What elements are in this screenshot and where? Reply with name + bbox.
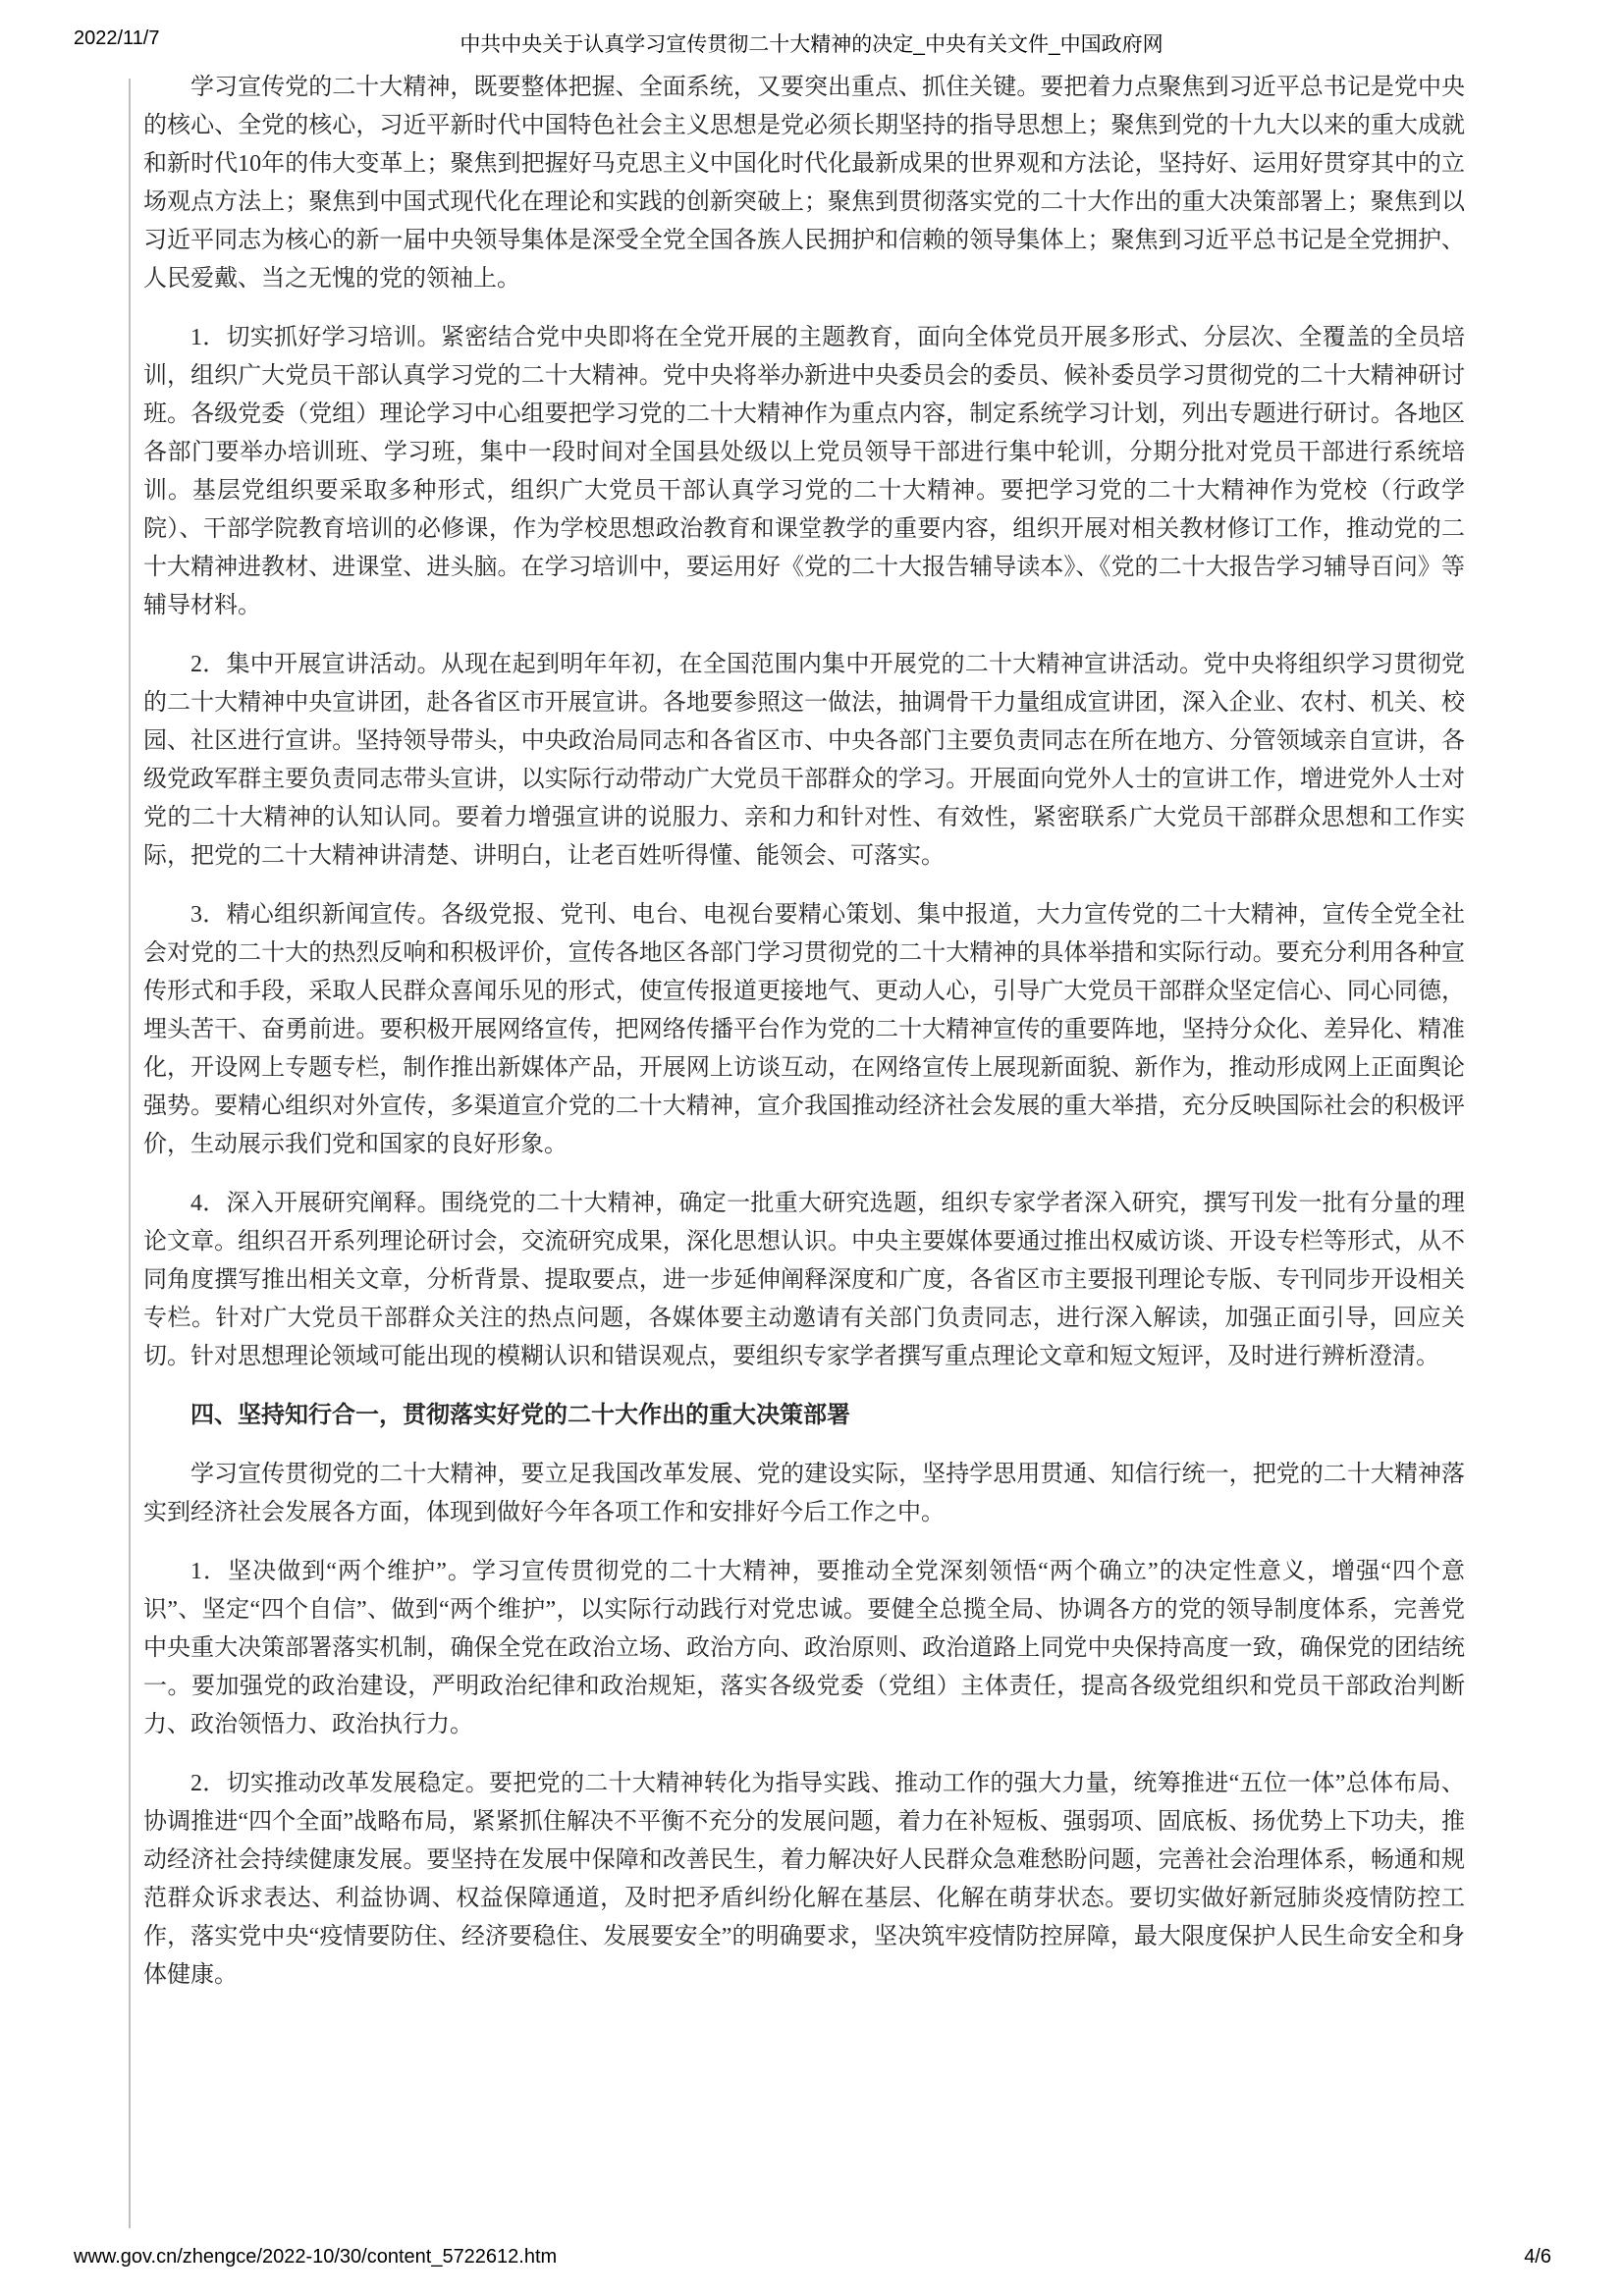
paragraph: 2．集中开展宣讲活动。从现在起到明年年初，在全国范围内集中开展党的二十大精神宣讲活动。党中央将组织学习贯彻党的二十大精神中央宣讲团，赴各省区市开展宣讲。各地要参照这一做法，抽调骨干力量组成宣讲团，深入企业、农村、机关、校园、社区进行宣讲。坚持领导带头，中央政治局同志和各省区市、中央各部门主要负责同志在所在地方、分管领域亲自宣讲，各级党政军群主要负责同志带头宣讲，以实际行动带动广大党员干部群众的学习。开展面向党外人士的宣讲工作，增进党外人士对党的二十大精神的认知认同。要着力增强宣讲的说服力、亲和力和针对性、有效性，紧密联系广大党员干部群众思想和工作实际，把党的二十大精神讲清楚、讲明白，让老百姓听得懂、能领会、可落实。 <box>143 652 1465 869</box>
print-footer <box>74 2246 1551 2269</box>
print-url: www.gov.cn/zhengce/2022-10/30/content_5722612.htm <box>74 2246 558 2268</box>
print-date: 2022/11/7 <box>74 27 160 49</box>
document-body <box>143 69 1465 1995</box>
content-left-border <box>129 79 131 2228</box>
paragraph: 学习宣传党的二十大精神，既要整体把握、全面系统，又要突出重点、抓住关键。要把着力点聚焦到习近平总书记是党中央的核心、全党的核心，习近平新时代中国特色社会主义思想是党必须长期坚持的指导思想上；聚焦到党的十九大以来的重大成就和新时代10年的伟大变革上；聚焦到把握好马克思主义中国化时代化最新成果的世界观和方法论，坚持好、运用好贯穿其中的立场观点方法上；聚焦到中国式现代化在理论和实践的创新突破上；聚焦到贯彻落实党的二十大作出的重大决策部署上；聚焦到以习近平同志为核心的新一届中央领导集体是深受全党全国各族人民拥护和信赖的领导集体上；聚焦到习近平总书记是全党拥护、人民爱戴、当之无愧的党的领袖上。 <box>143 75 1465 292</box>
paragraph: 1．切实抓好学习培训。紧密结合党中央即将在全党开展的主题教育，面向全体党员开展多形式、分层次、全覆盖的全员培训，组织广大党员干部认真学习党的二十大精神。党中央将举办新进中央委员会的委员、候补委员学习贯彻党的二十大精神研讨班。各级党委（党组）理论学习中心组要把学习党的二十大精神作为重点内容，制定系统学习计划，列出专题进行研讨。各地区各部门要举办培训班、学习班，集中一段时间对全国县处级以上党员领导干部进行集中轮训，分期分批对党员干部进行系统培训。基层党组织要采取多种形式，组织广大党员干部认真学习党的二十大精神。要把学习党的二十大精神作为党校（行政学院）、干部学院教育培训的必修课，作为学校思想政治教育和课堂教学的重要内容，组织开展对相关教材修订工作，推动党的二十大精神进教材、进课堂、进头脑。在学习培训中，要运用好《党的二十大报告辅导读本》、《党的二十大报告学习辅导百问》等辅导材料。 <box>143 325 1465 618</box>
paragraph: 学习宣传贯彻党的二十大精神，要立足我国改革发展、党的建设实际，坚持学思用贯通、知信行统一，把党的二十大精神落实到经济社会发展各方面，体现到做好今年各项工作和安排好今后工作之中。 <box>143 1462 1465 1525</box>
print-header <box>0 27 1623 57</box>
page-indicator: 4/6 <box>1524 2246 1551 2268</box>
section-heading: 四、坚持知行合一，贯彻落实好党的二十大作出的重大决策部署 <box>190 1403 850 1428</box>
paragraph: 4．深入开展研究阐释。围绕党的二十大精神，确定一批重大研究选题，组织专家学者深入研究，撰写刊发一批有分量的理论文章。组织召开系列理论研讨会，交流研究成果，深化思想认识。中央主要媒体要通过推出权威访谈、开设专栏等形式，从不同角度撰写推出相关文章，分析背景、提取要点，进一步延伸阐释深度和广度，各省区市主要报刊理论专版、专刊同步开设相关专栏。针对广大党员干部群众关注的热点问题，各媒体要主动邀请有关部门负责同志，进行深入解读，加强正面引导，回应关切。针对思想理论领域可能出现的模糊认识和错误观点，要组织专家学者撰写重点理论文章和短文短评，及时进行辨析澄清。 <box>143 1191 1465 1369</box>
paragraph: 1．坚决做到“两个维护”。学习宣传贯彻党的二十大精神，要推动全党深刻领悟“两个确立”的决定性意义，增强“四个意识”、坚定“四个自信”、做到“两个维护”，以实际行动践行对党忠诚。要健全总揽全局、协调各方的党的领导制度体系，完善党中央重大决策部署落实机制，确保全党在政治立场、政治方向、政治原则、政治道路上同党中央保持高度一致，确保党的团结统一。要加强党的政治建设，严明政治纪律和政治规矩，落实各级党委（党组）主体责任，提高各级党组织和党员干部政治判断力、政治领悟力、政治执行力。 <box>143 1559 1465 1737</box>
print-title: 中共中央关于认真学习宣传贯彻二十大精神的决定_中央有关文件_中国政府网 <box>460 33 1163 56</box>
paragraph: 3．精心组织新闻宣传。各级党报、党刊、电台、电视台要精心策划、集中报道，大力宣传党的二十大精神，宣传全党全社会对党的二十大的热烈反响和积极评价，宣传各地区各部门学习贯彻党的二十大精神的具体举措和实际行动。要充分利用各种宣传形式和手段，采取人民群众喜闻乐见的形式，使宣传报道更接地气、更动人心，引导广大党员干部群众坚定信心、同心同德，埋头苦干、奋勇前进。要积极开展网络宣传，把网络传播平台作为党的二十大精神宣传的重要阵地，坚持分众化、差异化、精准化，开设网上专题专栏，制作推出新媒体产品，开展网上访谈互动，在网络宣传上展现新面貌、新作为，推动形成网上正面舆论强势。要精心组织对外宣传，多渠道宣介党的二十大精神，宣介我国推动经济社会发展的重大举措，充分反映国际社会的积极评价，生动展示我们党和国家的良好形象。 <box>143 902 1465 1157</box>
paragraph: 2．切实推动改革发展稳定。要把党的二十大精神转化为指导实践、推动工作的强大力量，统筹推进“五位一体”总体布局、协调推进“四个全面”战略布局，紧紧抓住解决不平衡不充分的发展问题，着力在补短板、强弱项、固底板、扬优势上下功夫，推动经济社会持续健康发展。要坚持在发展中保障和改善民生，着力解决好人民群众急难愁盼问题，完善社会治理体系，畅通和规范群众诉求表达、利益协调、权益保障通道，及时把矛盾纠纷化解在基层、化解在萌芽状态。要切实做好新冠肺炎疫情防控工作，落实党中央“疫情要防住、经济要稳住、发展要安全”的明确要求，坚决筑牢疫情防控屏障，最大限度保护人民生命安全和身体健康。 <box>143 1771 1465 1988</box>
